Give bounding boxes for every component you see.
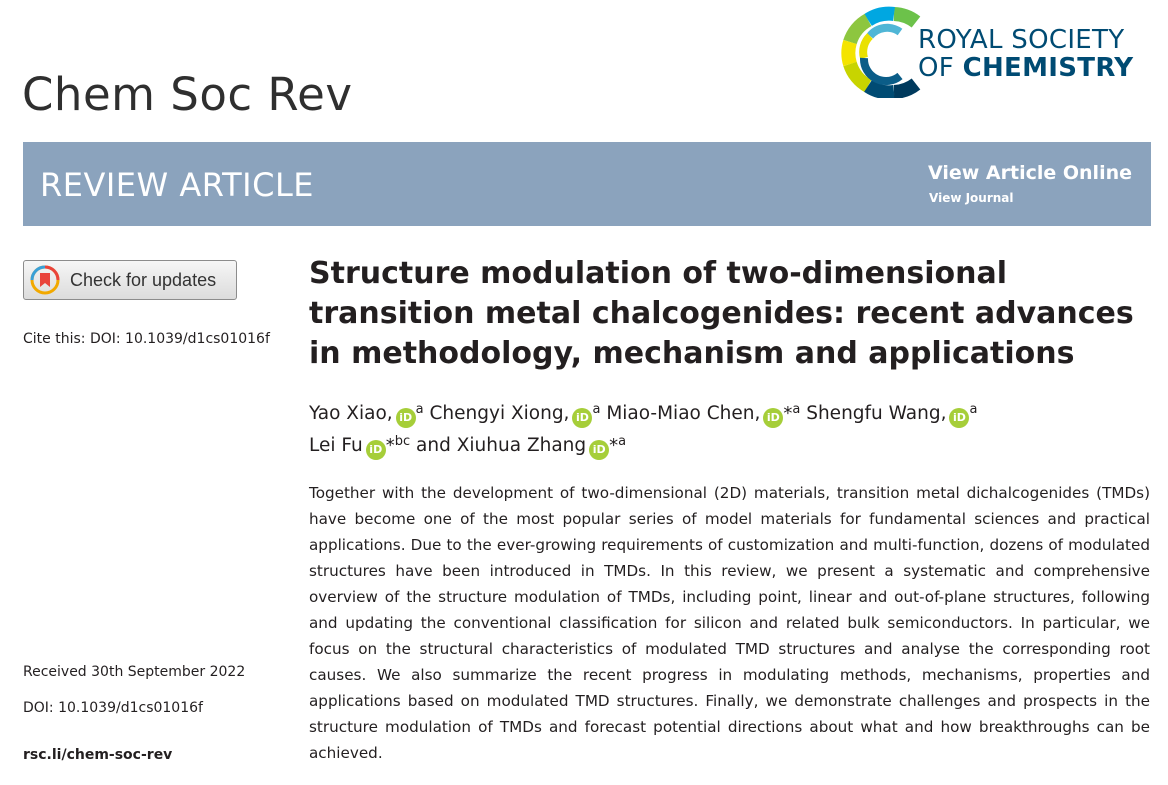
bookmark-check-icon bbox=[30, 265, 60, 295]
orcid-icon[interactable]: iD bbox=[763, 408, 783, 428]
author-name[interactable]: and Xiuhua Zhang bbox=[416, 435, 587, 456]
cite-label: Cite this: bbox=[23, 331, 86, 347]
author-name[interactable]: Miao-Miao Chen, bbox=[606, 403, 761, 424]
affiliation-mark: a bbox=[415, 402, 424, 417]
author-name[interactable]: Chengyi Xiong, bbox=[429, 403, 570, 424]
publisher-line1: ROYAL SOCIETY bbox=[918, 25, 1125, 55]
publisher-line2: OF CHEMISTRY bbox=[918, 53, 1134, 83]
abstract: Together with the development of two-dimensional (2D) materials, transition metal dichalcogenides (TMDs) have become one of the most popular series of model materials for fundamental sciences and practical applications. Due to the ever-growing requirements of customization and multi-function, dozens of modulated structures have been introduced in TMDs. In this review, we present a systematic and comprehensive overview of the structure modulation of TMDs, including point, linear and out-of-plane structures, following and updating the conventional classification for silicon and related bulk semiconductors. In particular, we focus on the structural characteristics of modulated TMD structures and analyse the corresponding root causes. We also summarize the recent progress in modulating methods, mechanisms, properties and applications based on modulated TMD structures. Finally, we demonstrate challenges and prospects in the structure modulation of TMDs and forecast potential directions about what and how breakthroughs can be achieved. bbox=[309, 484, 1150, 762]
corresponding-mark: * bbox=[609, 435, 619, 456]
check-for-updates-label: Check for updates bbox=[70, 269, 217, 290]
orcid-icon[interactable]: iD bbox=[949, 408, 969, 428]
affiliation-mark: a bbox=[792, 402, 801, 417]
view-article-online-link[interactable]: View Article Online bbox=[928, 162, 1132, 184]
author-name[interactable]: Yao Xiao, bbox=[309, 403, 393, 424]
orcid-icon[interactable]: iD bbox=[396, 408, 416, 428]
doi[interactable]: DOI: 10.1039/d1cs01016f bbox=[23, 700, 203, 716]
received-date: Received 30th September 2022 bbox=[23, 664, 246, 680]
affiliation-mark: a bbox=[618, 434, 627, 449]
view-journal-link[interactable]: View Journal bbox=[929, 191, 1014, 205]
orcid-icon[interactable]: iD bbox=[589, 440, 609, 460]
journal-title: Chem Soc Rev bbox=[22, 68, 353, 121]
affiliation-mark: a bbox=[592, 402, 601, 417]
corresponding-mark: * bbox=[385, 435, 395, 456]
corresponding-mark: * bbox=[783, 403, 793, 424]
check-for-updates-button[interactable] bbox=[23, 260, 237, 300]
orcid-icon[interactable]: iD bbox=[366, 440, 386, 460]
publisher-wordmark bbox=[918, 26, 1133, 82]
author-list bbox=[309, 396, 1139, 460]
orcid-icon[interactable]: iD bbox=[572, 408, 592, 428]
author-name[interactable]: Lei Fu bbox=[309, 435, 363, 456]
author-name[interactable]: Shengfu Wang, bbox=[806, 403, 947, 424]
affiliation-mark: a bbox=[969, 402, 978, 417]
cite-value[interactable]: DOI: 10.1039/d1cs01016f bbox=[89, 331, 270, 347]
article-title: Structure modulation of two-dimensional transition metal chalcogenides: recent advances in methodology, mechanism and applications bbox=[309, 256, 1134, 371]
affiliation-mark: bc bbox=[394, 434, 411, 449]
journal-link[interactable]: rsc.li/chem-soc-rev bbox=[23, 747, 173, 763]
cite-this bbox=[23, 331, 270, 347]
article-type-banner bbox=[23, 142, 1151, 226]
article-type-label: REVIEW ARTICLE bbox=[40, 166, 314, 204]
